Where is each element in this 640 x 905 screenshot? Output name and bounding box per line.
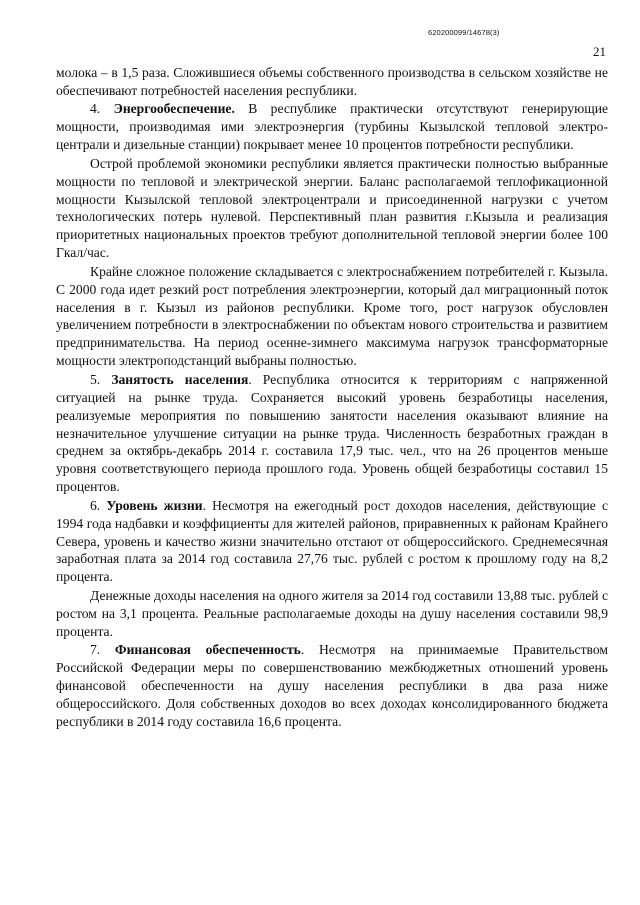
section-heading: Энергообеспечение. xyxy=(113,101,235,117)
paragraph-living-standard xyxy=(56,497,608,587)
paragraph-text: молока – в 1,5 раза. Сложившиеся объемы собственного производства в сельском хозяйстве не обеспечивают потребностей населения республики. xyxy=(56,65,608,98)
section-heading: Финансовая обеспеченность xyxy=(114,642,301,658)
paragraph-power-supply xyxy=(56,263,608,370)
paragraph-text: В республике практически отсутствуют генерирующие мощности, производимая ими электроэнергия (турбины Кызылской тепловой электроцентрали и дизельные станции) покрывает менее 10 процентов потребности республики. xyxy=(56,101,608,153)
section-number: 7. xyxy=(90,642,101,658)
paragraph-dairy xyxy=(56,64,608,100)
section-number: 6. xyxy=(90,497,101,513)
paragraph-finance xyxy=(56,641,608,731)
paragraph-text: Крайне сложное положение складывается с электроснабжением потребителей г. Кызыла. С 2000 года идет резкий рост потребления электроэнергии, который дал миграционный поток населения в г. Кызыл из районов республики. Кроме того, рост нагрузок обусловлен увеличением потребности в электроснабжении по объектам нового строительства и развитием предпринимательства. На период осенне-зимнего максимума нагрузок трансформаторные мощности электроподстанций выбраны полностью. xyxy=(56,263,608,369)
paragraph-employment xyxy=(56,371,608,496)
paragraph-text: . Несмотря на принимаемые Правительством Российской Федерации меры по совершенствованию межбюджетных отношений уровень финансовой обеспеченности на душу населения республики в два раза ниже общероссийского. Доля собственных доходов во всех доходах консолидированного бюджета республики в 2014 году составила 16,6 процента. xyxy=(56,642,608,729)
paragraph-text: Денежные доходы населения на одного жителя за 2014 год составили 13,88 тыс. рублей с ростом на 3,1 процента. Реальные располагаемые доходы на душу населения составили 98,9 процента. xyxy=(56,587,608,639)
paragraph-text: . Несмотря на ежегодный рост доходов населения, действующие с 1994 года надбавки и коэффициенты для жителей районов, приравненных к районам Крайнего Севера, уровень и качество жизни значительно отстают от общероссийского. Среднемесячная заработная плата за 2014 год составила 27,76 тыс. рублей с ростом к прошлому году на 8,2 процента. xyxy=(56,497,609,585)
page-number: 21 xyxy=(593,44,606,59)
document-code: 620200099/14678(3) xyxy=(428,28,500,37)
paragraph-income xyxy=(56,587,608,641)
section-heading: Занятость населения xyxy=(111,371,249,387)
section-heading: Уровень жизни xyxy=(106,497,203,513)
body-text xyxy=(56,64,608,731)
section-number: 4. xyxy=(90,101,101,117)
paragraph-energy xyxy=(56,100,608,154)
section-number: 5. xyxy=(90,371,101,387)
paragraph-text: . Республика относится к территориям с напряженной ситуацией на рынке труда. Сохраняется высокий уровень безработицы населения, реализуемые мероприятия по повышению занятости населения оказывают влияние на незначительное улучшение ситуации на рынке труда. Численность безработных граждан в среднем за октябрь-декабрь 2014 г. составила 17,9 тыс. чел., что на 26 процентов меньше уровня соответствующего периода прошлого года. Уровень общей безработицы составил 15 процентов. xyxy=(56,371,609,495)
paragraph-text: Острой проблемой экономики республики является практически полностью выбранные мощности по тепловой и электрической энергии. Баланс располагаемой теплофикационной мощности Кызылской тепловой электроцентрали и присоединенной нагрузки с учетом технологических потерь нулевой. Перспективный план развития г.Кызыла и реализация приоритетных национальных проектов требуют дополнительной тепловой энергии более 100 Гкал/час. xyxy=(56,155,608,261)
paragraph-capacity xyxy=(56,155,608,262)
